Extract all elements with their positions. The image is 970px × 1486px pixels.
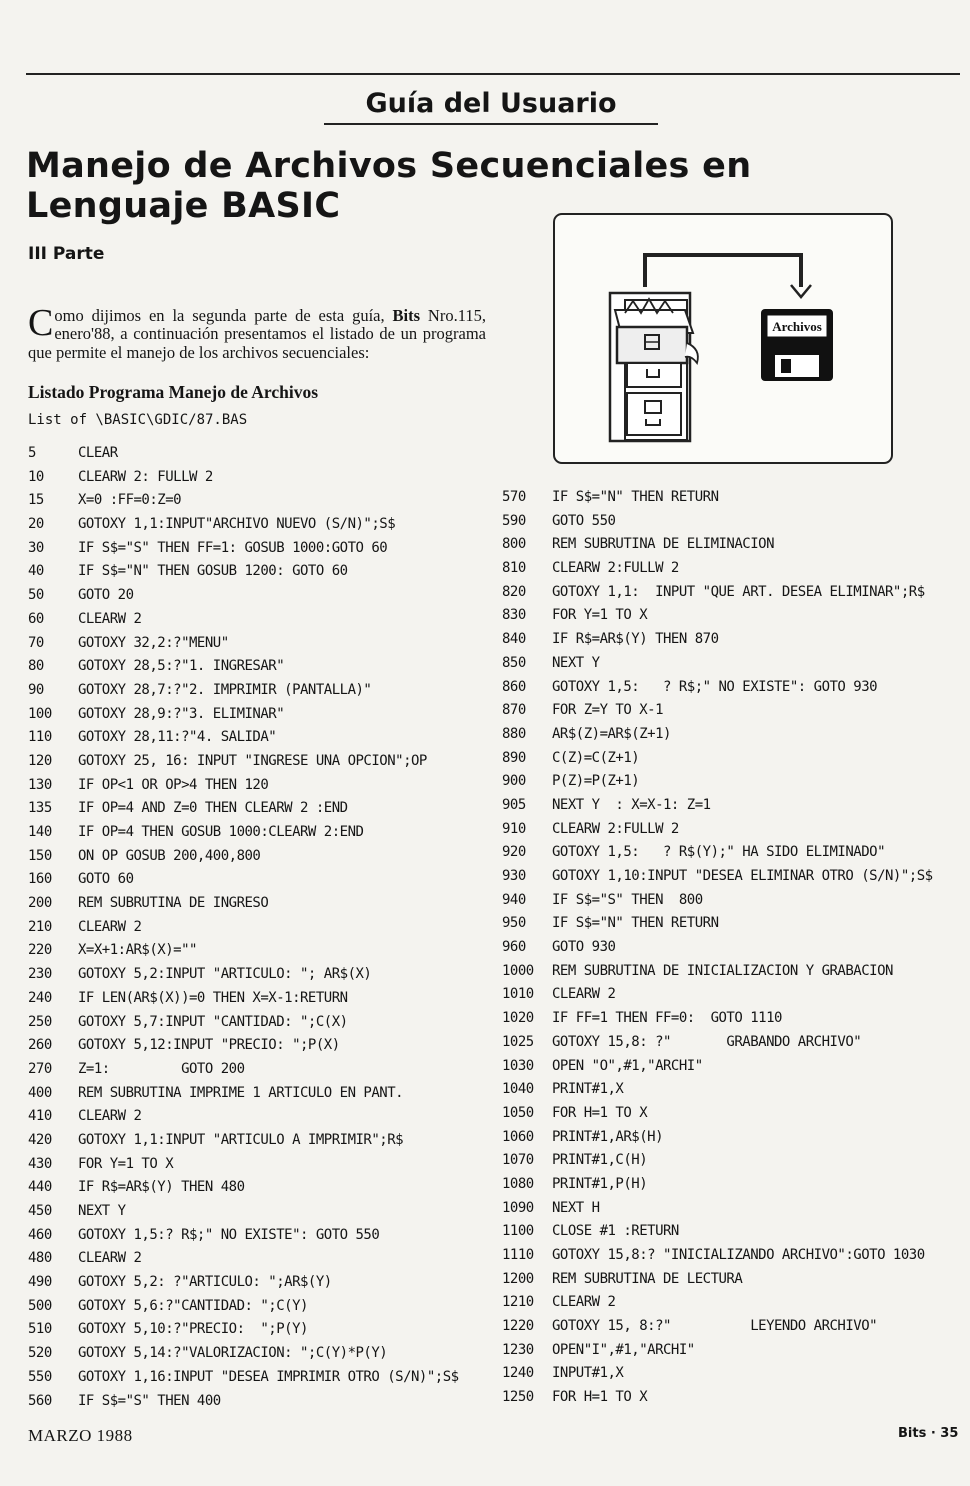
line-code: GOTOXY 1,1:INPUT"ARCHIVO NUEVO (S/N)";S$ <box>78 516 396 533</box>
drop-cap: C <box>28 301 54 344</box>
line-number: 30 <box>28 539 44 556</box>
line-number: 120 <box>28 752 52 769</box>
line-number: 1220 <box>502 1318 534 1335</box>
code-line <box>28 1082 480 1106</box>
line-code: GOTOXY 5,2: ?"ARTICULO: ";AR$(Y) <box>78 1274 332 1291</box>
code-line <box>502 604 954 628</box>
line-code: X=0 :FF=0:Z=0 <box>78 492 182 509</box>
line-number: 820 <box>502 583 526 600</box>
line-number: 210 <box>28 918 52 935</box>
line-code: IF OP<1 OR OP>4 THEN 120 <box>78 776 269 793</box>
line-code: GOTOXY 1,5: ? R$(Y);" HA SIDO ELIMINADO" <box>552 844 886 861</box>
line-number: 860 <box>502 678 526 695</box>
line-number: 930 <box>502 868 526 884</box>
code-line <box>28 750 480 774</box>
code-line <box>502 557 954 581</box>
line-code: IF OP=4 THEN GOSUB 1000:CLEARW 2:END <box>78 824 364 840</box>
footer-date: MARZO 1988 <box>28 1426 133 1445</box>
code-line <box>502 1031 954 1055</box>
line-code: FOR Y=1 TO X <box>78 1155 174 1172</box>
code-line <box>502 1339 954 1363</box>
code-line <box>28 1176 480 1200</box>
code-line <box>28 442 480 466</box>
line-code: IF R$=AR$(Y) THEN 480 <box>78 1179 245 1196</box>
line-number: 160 <box>28 871 52 888</box>
line-number: 15 <box>28 492 44 509</box>
line-number: 960 <box>502 939 526 956</box>
line-code: CLEARW 2 <box>78 1108 142 1125</box>
code-line <box>502 723 954 747</box>
line-code: CLEARW 2:FULLW 2 <box>552 560 679 577</box>
code-line <box>502 818 954 842</box>
code-line <box>28 560 480 584</box>
code-line <box>28 1105 480 1129</box>
line-code: GOTOXY 15, 8:?" LEYENDO ARCHIVO" <box>552 1318 878 1335</box>
code-line <box>28 679 480 703</box>
code-line <box>28 537 480 561</box>
line-number: 5 <box>28 445 36 461</box>
code-line <box>28 939 480 963</box>
line-code: CLEARW 2 <box>78 1250 142 1267</box>
code-line <box>28 797 480 821</box>
line-code: X=X+1:AR$(X)="" <box>78 942 197 959</box>
code-line <box>502 960 954 984</box>
code-line <box>28 1390 480 1414</box>
line-number: 40 <box>28 563 44 580</box>
code-line <box>502 841 954 865</box>
line-number: 270 <box>28 1060 52 1077</box>
line-code: GOTOXY 28,5:?"1. INGRESAR" <box>78 658 285 675</box>
line-code: IF S$="S" THEN FF=1: GOSUB 1000:GOTO 60 <box>78 539 388 556</box>
code-line <box>502 794 954 818</box>
line-code: REM SUBRUTINA DE INGRESO <box>78 895 269 912</box>
code-line <box>502 1149 954 1173</box>
line-code: GOTOXY 28,11:?"4. SALIDA" <box>78 729 277 746</box>
line-code: REM SUBRUTINA IMPRIME 1 ARTICULO EN PANT. <box>78 1084 404 1101</box>
line-number: 50 <box>28 587 44 604</box>
code-line <box>502 1220 954 1244</box>
line-code: GOTOXY 5,6:?"CANTIDAD: ";C(Y) <box>78 1297 308 1314</box>
code-line <box>28 608 480 632</box>
line-code: GOTO 930 <box>552 939 616 956</box>
line-code: IF S$="S" THEN 400 <box>78 1392 221 1409</box>
filing-cabinet-to-disk-icon <box>555 215 891 462</box>
line-number: 920 <box>502 844 526 861</box>
line-code: IF FF=1 THEN FF=0: GOTO 1110 <box>552 1010 782 1027</box>
code-line <box>502 510 954 534</box>
line-number: 460 <box>28 1226 52 1243</box>
line-number: 200 <box>28 895 52 912</box>
code-line <box>28 1366 480 1390</box>
code-line <box>28 489 480 513</box>
line-number: 430 <box>28 1155 52 1172</box>
line-number: 850 <box>502 654 526 671</box>
code-line <box>502 912 954 936</box>
line-code: GOTOXY 1,16:INPUT "DESEA IMPRIMIR OTRO (S/N)";S$ <box>78 1368 459 1385</box>
line-code: CLEAR <box>78 445 118 461</box>
line-code: NEXT Y : X=X-1: Z=1 <box>552 796 711 813</box>
code-line <box>28 1247 480 1271</box>
line-code: CLEARW 2 <box>78 610 142 627</box>
line-code: CLEARW 2:FULLW 2 <box>552 820 679 837</box>
line-number: 1200 <box>502 1270 534 1287</box>
line-number: 240 <box>28 989 52 1006</box>
code-line <box>502 1055 954 1079</box>
line-number: 1010 <box>502 986 534 1003</box>
line-code: GOTOXY 5,7:INPUT "CANTIDAD: ";C(X) <box>78 1013 348 1030</box>
line-number: 910 <box>502 820 526 837</box>
illustration-box <box>553 213 893 464</box>
line-number: 250 <box>28 1013 52 1030</box>
code-line <box>28 655 480 679</box>
line-number: 830 <box>502 607 526 624</box>
line-number: 80 <box>28 658 44 675</box>
line-number: 450 <box>28 1203 52 1219</box>
line-code: GOTOXY 1,5:? R$;" NO EXISTE": GOTO 550 <box>78 1226 380 1243</box>
line-number: 90 <box>28 681 44 698</box>
line-code: NEXT H <box>552 1199 600 1216</box>
article-subtitle: III Parte <box>28 244 105 264</box>
code-line <box>502 533 954 557</box>
code-line <box>28 845 480 869</box>
code-line <box>28 1342 480 1366</box>
line-code: REM SUBRUTINA DE LECTURA <box>552 1270 743 1287</box>
code-line <box>502 676 954 700</box>
line-code: GOTOXY 1,5: ? R$;" NO EXISTE": GOTO 930 <box>552 678 878 695</box>
line-code: GOTOXY 1,10:INPUT "DESEA ELIMINAR OTRO (S/N)";S$ <box>552 868 933 884</box>
line-number: 1110 <box>502 1247 534 1263</box>
line-number: 1030 <box>502 1057 534 1074</box>
section-title: Guía del Usuario <box>324 88 658 125</box>
line-number: 60 <box>28 610 44 627</box>
line-code: OPEN"I",#1,"ARCHI" <box>552 1341 695 1358</box>
line-code: IF S$="S" THEN 800 <box>552 891 703 908</box>
code-line <box>502 1291 954 1315</box>
code-line <box>28 1318 480 1342</box>
line-number: 420 <box>28 1131 52 1148</box>
code-listing-left-column <box>28 442 480 1413</box>
line-number: 410 <box>28 1108 52 1125</box>
line-code: GOTO 20 <box>78 587 134 604</box>
line-number: 1060 <box>502 1128 534 1145</box>
line-code: CLEARW 2: FULLW 2 <box>78 468 213 485</box>
line-code: GOTOXY 5,14:?"VALORIZACION: ";C(Y)*P(Y) <box>78 1345 388 1362</box>
line-code: GOTOXY 1,1: INPUT "QUE ART. DESEA ELIMINAR";R$ <box>552 583 925 600</box>
code-line <box>28 1153 480 1177</box>
line-code: AR$(Z)=AR$(Z+1) <box>552 725 671 742</box>
code-line <box>502 581 954 605</box>
line-code: REM SUBRUTINA DE ELIMINACION <box>552 536 775 553</box>
line-code: IF S$="N" THEN RETURN <box>552 915 719 932</box>
code-line <box>502 1126 954 1150</box>
code-line <box>502 1386 954 1410</box>
line-code: GOTOXY 28,7:?"2. IMPRIMIR (PANTALLA)" <box>78 681 372 698</box>
code-line <box>28 1271 480 1295</box>
footer-page-number: Bits · 35 <box>898 1426 959 1441</box>
line-number: 1230 <box>502 1341 534 1358</box>
line-number: 570 <box>502 489 526 505</box>
code-line <box>28 868 480 892</box>
code-line <box>28 1011 480 1035</box>
code-line <box>28 466 480 490</box>
code-line <box>502 1102 954 1126</box>
code-listing-right-column <box>502 486 954 1410</box>
line-code: REM SUBRUTINA DE INICIALIZACION Y GRABACION <box>552 962 893 979</box>
line-code: CLEARW 2 <box>552 986 616 1003</box>
line-code: NEXT Y <box>78 1203 126 1219</box>
line-code: CLOSE #1 :RETURN <box>552 1223 679 1240</box>
line-number: 500 <box>28 1297 52 1314</box>
line-code: C(Z)=C(Z+1) <box>552 749 640 766</box>
line-number: 1020 <box>502 1010 534 1027</box>
line-code: IF OP=4 AND Z=0 THEN CLEARW 2 :END <box>78 800 348 817</box>
line-code: GOTOXY 5,12:INPUT "PRECIO: ";P(X) <box>78 1037 340 1054</box>
code-line <box>502 1197 954 1221</box>
line-number: 880 <box>502 725 526 742</box>
line-number: 1210 <box>502 1294 534 1311</box>
intro-text-b: Nro.115, enero'88, a continuación presentamos el listado de un programa que permite el manejo de los archivos secuenciales: <box>28 305 486 362</box>
code-line <box>502 628 954 652</box>
line-code: GOTOXY 25, 16: INPUT "INGRESE UNA OPCION";OP <box>78 752 427 769</box>
line-code: P(Z)=P(Z+1) <box>552 773 640 790</box>
line-number: 1250 <box>502 1389 534 1406</box>
code-line <box>502 1268 954 1292</box>
line-number: 840 <box>502 631 526 648</box>
line-number: 440 <box>28 1179 52 1196</box>
listing-heading: Listado Programa Manejo de Archivos <box>28 382 319 402</box>
line-code: GOTOXY 1,1:INPUT "ARTICULO A IMPRIMIR";R$ <box>78 1131 404 1148</box>
line-code: GOTOXY 5,2:INPUT "ARTICULO: "; AR$(X) <box>78 966 372 983</box>
code-line <box>28 1224 480 1248</box>
code-line <box>502 1078 954 1102</box>
line-number: 1240 <box>502 1365 534 1382</box>
code-line <box>502 1244 954 1268</box>
code-line <box>28 1200 480 1224</box>
code-line <box>28 1129 480 1153</box>
line-code: GOTOXY 15,8:? "INICIALIZANDO ARCHIVO":GOTO 1030 <box>552 1247 925 1263</box>
intro-paragraph <box>28 301 486 363</box>
line-number: 1090 <box>502 1199 534 1216</box>
line-number: 1050 <box>502 1104 534 1121</box>
line-number: 510 <box>28 1321 52 1338</box>
code-line <box>502 983 954 1007</box>
line-code: CLEARW 2 <box>78 918 142 935</box>
line-number: 480 <box>28 1250 52 1267</box>
code-line <box>28 703 480 727</box>
code-line <box>28 916 480 940</box>
intro-text-a: omo dijimos en la segunda parte de esta guía, <box>54 305 393 325</box>
code-line <box>28 726 480 750</box>
line-number: 560 <box>28 1392 52 1409</box>
line-number: 1080 <box>502 1175 534 1192</box>
code-line <box>28 774 480 798</box>
line-code: IF LEN(AR$(X))=0 THEN X=X-1:RETURN <box>78 989 348 1006</box>
line-code: GOTOXY 5,10:?"PRECIO: ";P(Y) <box>78 1321 308 1338</box>
headline-line-1: Manejo de Archivos Secuenciales en <box>26 146 752 186</box>
line-number: 260 <box>28 1037 52 1054</box>
line-number: 870 <box>502 702 526 719</box>
code-line <box>28 632 480 656</box>
line-code: FOR H=1 TO X <box>552 1104 648 1121</box>
code-line <box>502 1173 954 1197</box>
line-code: PRINT#1,X <box>552 1081 624 1098</box>
code-line <box>28 892 480 916</box>
line-number: 1000 <box>502 962 534 979</box>
line-number: 135 <box>28 800 52 817</box>
code-line <box>28 987 480 1011</box>
line-code: IF S$="N" THEN GOSUB 1200: GOTO 60 <box>78 563 348 580</box>
code-line <box>502 747 954 771</box>
line-code: INPUT#1,X <box>552 1365 624 1382</box>
code-line <box>28 513 480 537</box>
line-number: 590 <box>502 512 526 529</box>
line-number: 130 <box>28 776 52 793</box>
code-line <box>502 865 954 889</box>
code-line <box>28 584 480 608</box>
line-number: 490 <box>28 1274 52 1291</box>
line-number: 70 <box>28 634 44 651</box>
line-number: 905 <box>502 796 526 813</box>
line-code: ON OP GOSUB 200,400,800 <box>78 847 261 864</box>
line-code: FOR Z=Y TO X-1 <box>552 702 664 719</box>
line-number: 20 <box>28 516 44 533</box>
line-code: PRINT#1,AR$(H) <box>552 1128 664 1145</box>
line-code: NEXT Y <box>552 654 600 671</box>
line-code: PRINT#1,C(H) <box>552 1152 648 1169</box>
code-line <box>502 889 954 913</box>
line-number: 10 <box>28 468 44 485</box>
code-line <box>502 1315 954 1339</box>
line-number: 950 <box>502 915 526 932</box>
code-line <box>502 770 954 794</box>
line-code: GOTOXY 32,2:?"MENU" <box>78 634 229 651</box>
line-number: 100 <box>28 705 52 722</box>
line-number: 140 <box>28 824 52 840</box>
line-number: 890 <box>502 749 526 766</box>
line-number: 520 <box>28 1345 52 1362</box>
line-number: 150 <box>28 847 52 864</box>
code-line <box>28 821 480 845</box>
line-code: CLEARW 2 <box>552 1294 616 1311</box>
line-code: IF S$="N" THEN RETURN <box>552 489 719 505</box>
line-code: FOR Y=1 TO X <box>552 607 648 624</box>
line-number: 810 <box>502 560 526 577</box>
code-line <box>502 652 954 676</box>
line-number: 1040 <box>502 1081 534 1098</box>
code-line <box>502 936 954 960</box>
line-code: GOTOXY 15,8: ?" GRABANDO ARCHIVO" <box>552 1033 862 1050</box>
line-number: 550 <box>28 1368 52 1385</box>
line-number: 400 <box>28 1084 52 1101</box>
line-code: OPEN "O",#1,"ARCHI" <box>552 1057 703 1074</box>
line-number: 110 <box>28 729 52 746</box>
headline-line-2: Lenguaje BASIC <box>26 186 341 226</box>
listing-file-line: List of \BASIC\GDIC/87.BAS <box>28 412 248 428</box>
intro-bold-bits: Bits <box>392 305 421 325</box>
code-line <box>502 1007 954 1031</box>
code-line <box>502 486 954 510</box>
line-code: Z=1: GOTO 200 <box>78 1060 245 1077</box>
code-line <box>28 963 480 987</box>
line-code: GOTO 60 <box>78 871 134 888</box>
line-code: PRINT#1,P(H) <box>552 1175 648 1192</box>
line-code: GOTO 550 <box>552 512 616 529</box>
line-number: 1100 <box>502 1223 534 1240</box>
top-rule <box>26 73 960 75</box>
line-code: GOTOXY 28,9:?"3. ELIMINAR" <box>78 705 285 722</box>
line-code: IF R$=AR$(Y) THEN 870 <box>552 631 719 648</box>
line-number: 1025 <box>502 1033 534 1050</box>
line-number: 800 <box>502 536 526 553</box>
line-number: 900 <box>502 773 526 790</box>
disk-label: Archivos <box>772 319 822 334</box>
line-code: FOR H=1 TO X <box>552 1389 648 1406</box>
code-line <box>28 1058 480 1082</box>
code-line <box>28 1034 480 1058</box>
line-number: 1070 <box>502 1152 534 1169</box>
code-line <box>502 699 954 723</box>
code-line <box>28 1295 480 1319</box>
line-number: 940 <box>502 891 526 908</box>
code-line <box>502 1362 954 1386</box>
line-number: 220 <box>28 942 52 959</box>
line-number: 230 <box>28 966 52 983</box>
